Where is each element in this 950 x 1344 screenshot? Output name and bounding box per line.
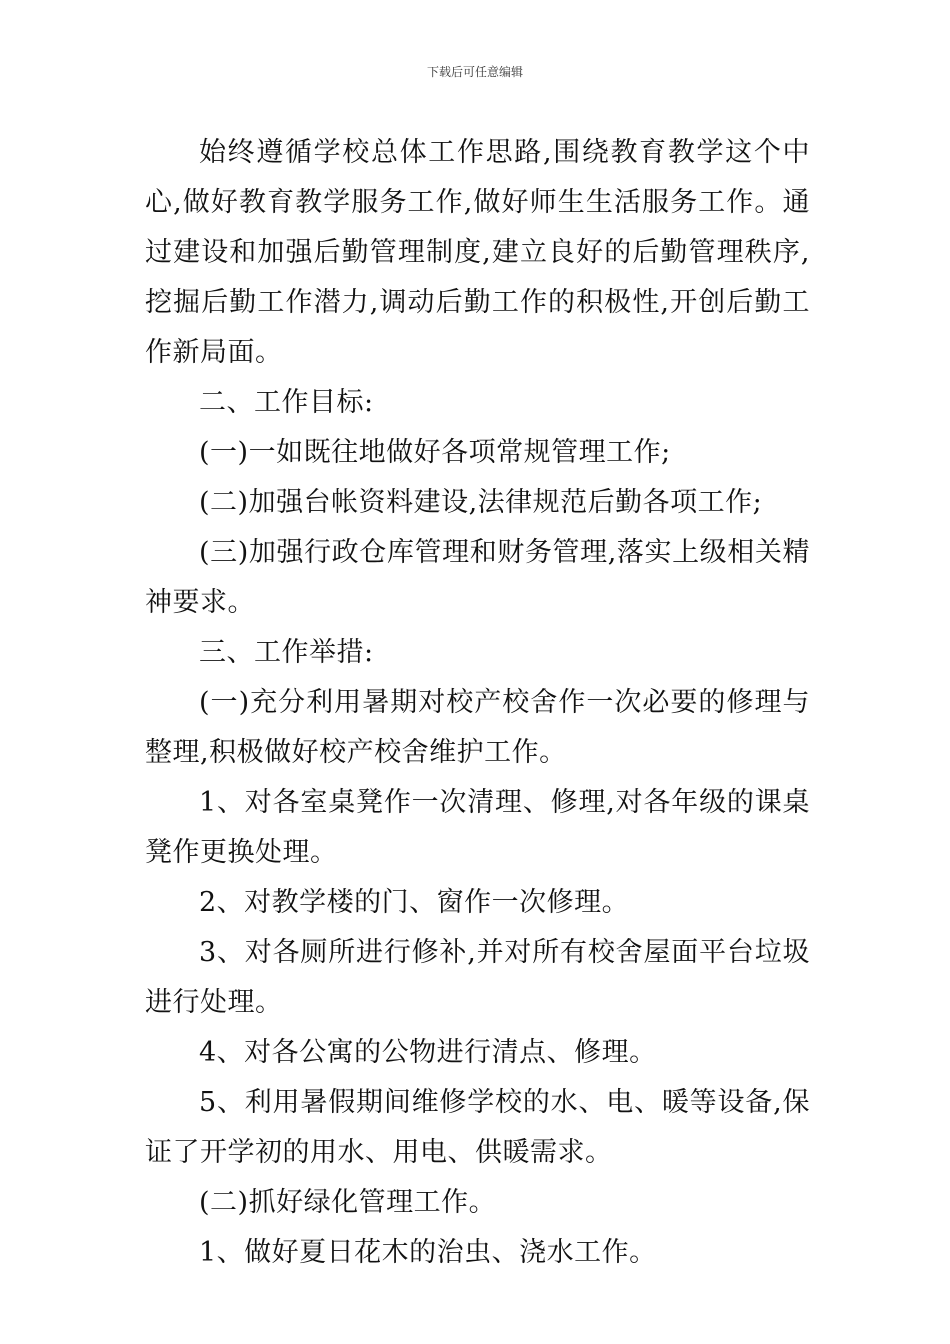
goal-item-1: (一)一如既往地做好各项常规管理工作; <box>199 437 671 468</box>
section-heading-goals: 二、工作目标: <box>199 387 374 418</box>
goal-item-2: (二)加强台帐资料建设,法律规范后勤各项工作; <box>199 487 763 518</box>
measure-subitem-4: 4、对各公寓的公物进行清点、修理。 <box>199 1037 657 1068</box>
measure-subitem-5: 5、利用暑假期间维修学校的水、电、暖等设备,保证了开学初的用水、用电、供暖需求。 <box>145 1087 810 1168</box>
measure-subitem-1: 1、对各室桌凳作一次清理、修理,对各年级的课桌凳作更换处理。 <box>145 787 810 868</box>
measure-subitem-3: 3、对各厕所进行修补,并对所有校舍屋面平台垃圾进行处理。 <box>145 937 810 1018</box>
measure-subitem-2: 2、对教学楼的门、窗作一次修理。 <box>199 887 630 918</box>
section-heading-measures: 三、工作举措: <box>199 637 374 668</box>
measure-item-2: (二)抓好绿化管理工作。 <box>199 1187 497 1218</box>
greening-subitem-1: 1、做好夏日花木的治虫、浇水工作。 <box>199 1237 657 1268</box>
goal-item-3: (三)加强行政仓库管理和财务管理,落实上级相关精神要求。 <box>145 537 810 618</box>
document-body <box>145 128 810 1278</box>
header-note: 下载后可任意编辑 <box>426 65 523 79</box>
measure-item-1: (一)充分利用暑期对校产校舍作一次必要的修理与整理,积极做好校产校舍维护工作。 <box>145 687 810 768</box>
paragraph-intro: 始终遵循学校总体工作思路,围绕教育教学这个中心,做好教育教学服务工作,做好师生生活服务工作。通过建设和加强后勤管理制度,建立良好的后勤管理秩序,挖掘后勤工作潜力,调动后勤工作的积极性,开创后勤工作新局面。 <box>145 137 810 368</box>
